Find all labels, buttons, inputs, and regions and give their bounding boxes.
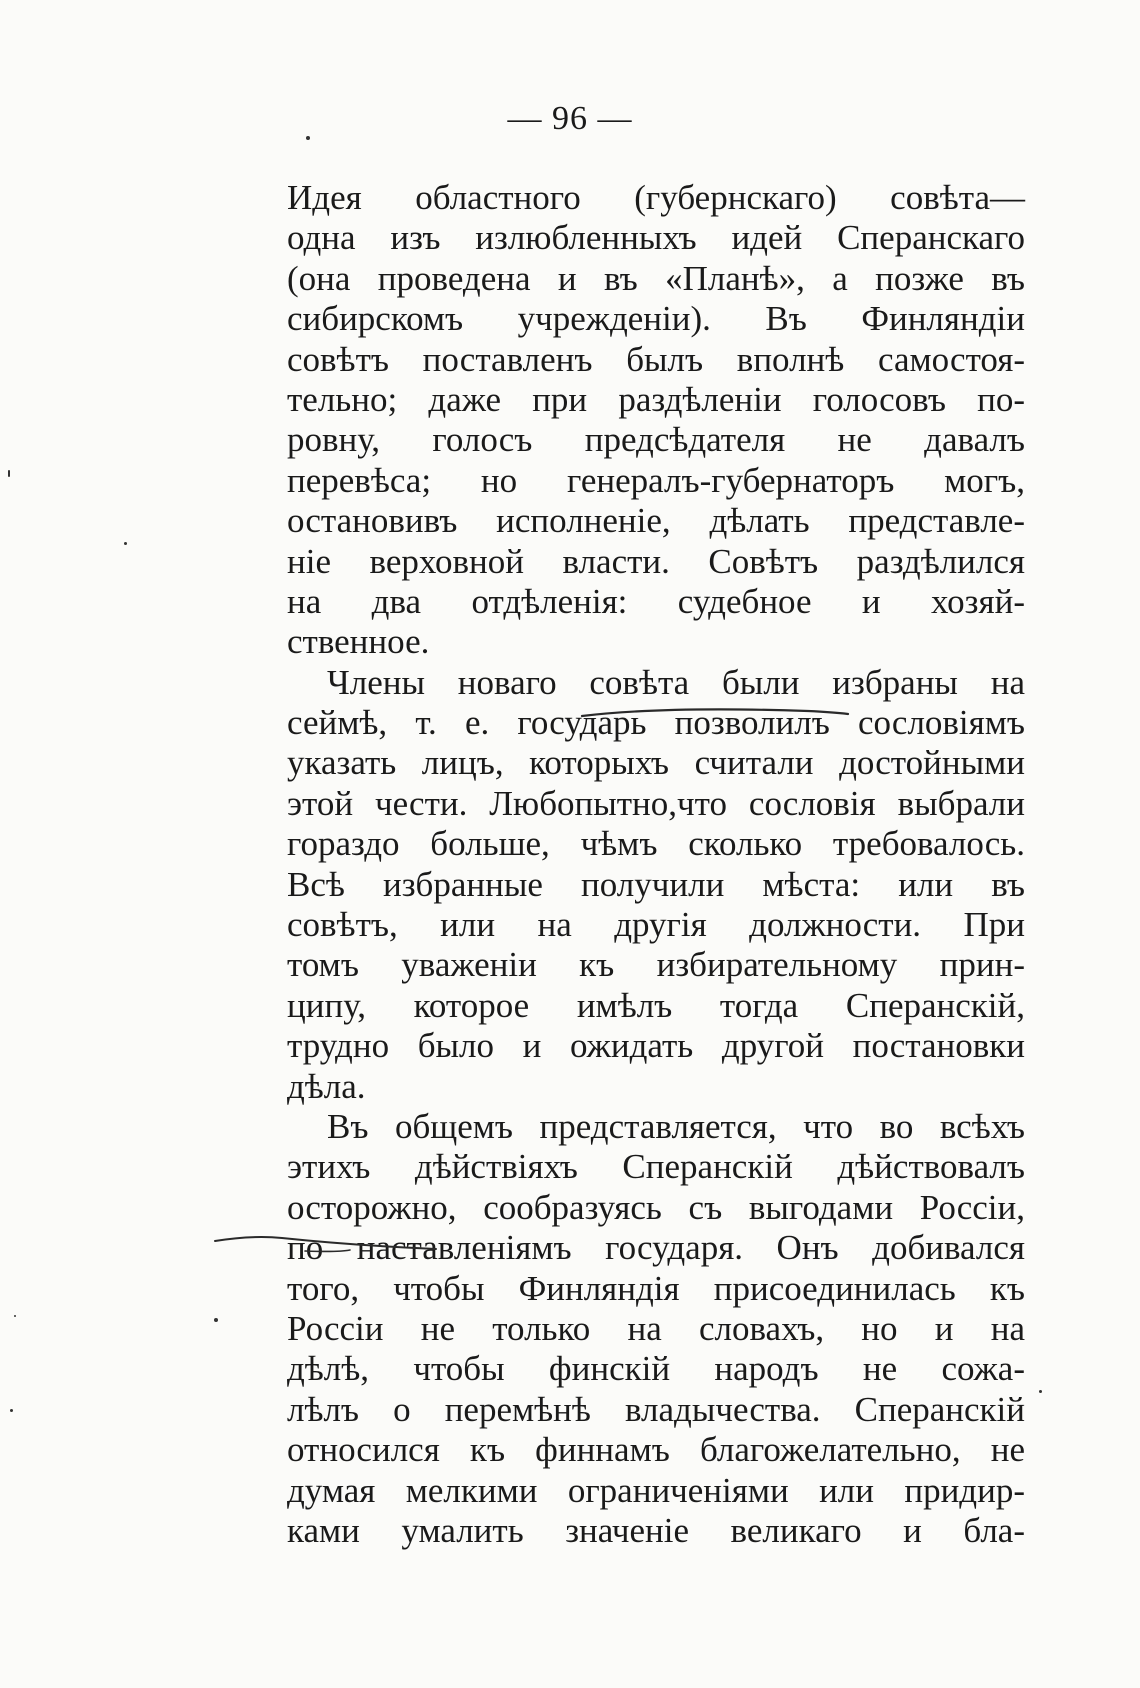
text-line: на два отдѣленiя: судебное и хозяй- [287, 581, 1025, 621]
paragraph-1 [287, 178, 1025, 663]
text-line: сеймѣ, т. е. государь позволилъ сословiямъ [287, 703, 1025, 743]
text-line: совѣтъ поставленъ былъ вполнѣ самостоя- [287, 339, 1025, 379]
text-line: этихъ дѣйствiяхъ Сперанскiй дѣйствовалъ [287, 1147, 1025, 1187]
page-speck [1039, 1390, 1042, 1393]
text-line: Идея областного (губернскаго) совѣта— [287, 178, 1025, 217]
text-line: трудно было и ожидать другой постановки [287, 1026, 1025, 1066]
text-line: остановивъ исполненiе, дѣлать представле- [287, 501, 1025, 541]
text-line: ровну, голосъ предсѣдателя не давалъ [287, 420, 1025, 460]
text-line: тельно; даже при раздѣленiи голосовъ по- [287, 379, 1025, 419]
text-line: гораздо больше, чѣмъ сколько требовалось. [287, 824, 1025, 864]
page-speck [10, 1409, 13, 1412]
text-line: относился къ финнамъ благожелательно, не [287, 1430, 1025, 1470]
text-line: перевѣса; но генералъ-губернаторъ могъ, [287, 460, 1025, 500]
text-line: Въ общемъ представляется, что во всѣхъ [327, 1106, 1025, 1146]
text-line: дѣла. [287, 1066, 366, 1106]
page-speck [214, 1318, 218, 1322]
page-speck [306, 136, 310, 140]
paragraph-2 [287, 663, 1025, 1107]
text-line: указать лицъ, которыхъ считали достойными [287, 743, 1025, 783]
text-body [287, 178, 1025, 1551]
text-line: лѣлъ о перемѣнѣ владычества. Сперанскiй [287, 1389, 1025, 1429]
text-line: Россiи не только на словахъ, но и на [287, 1308, 1025, 1348]
text-line: ципу, которое имѣлъ тогда Сперанскiй, [287, 985, 1025, 1025]
text-line: думая мелкими ограниченiями или придир- [287, 1470, 1025, 1510]
text-line: того, чтобы Финляндiя присоединилась къ [287, 1268, 1025, 1308]
text-line: по наставленiямъ государя. Онъ добивался [287, 1228, 1025, 1268]
text-line: нiе верховной власти. Совѣтъ раздѣлился [287, 541, 1025, 581]
text-line: Всѣ избранные получили мѣста: или въ [287, 864, 1025, 904]
text-line: совѣтъ, или на другiя должности. При [287, 905, 1025, 945]
text-line: одна изъ излюбленныхъ идей Сперанскаго [287, 218, 1025, 258]
page-speck [124, 542, 127, 545]
text-line: (она проведена и въ «Планѣ», а позже въ [287, 258, 1025, 298]
page-speck [8, 470, 10, 477]
page-speck [14, 1315, 16, 1317]
text-line: ками умалить значенiе великаго и бла- [287, 1510, 1025, 1550]
paragraph-3 [287, 1107, 1025, 1551]
text-line: осторожно, сообразуясь съ выгодами Россiи, [287, 1187, 1025, 1227]
page-number: — 96 — [507, 100, 633, 137]
text-line: томъ уваженiи къ избирательному прин- [287, 945, 1025, 985]
text-line: дѣлѣ, чтобы финскiй народъ не сожа- [287, 1349, 1025, 1389]
text-line: ственное. [287, 622, 430, 662]
text-line: этой чести. Любопытно,что сословiя выбрали [287, 783, 1025, 823]
text-line: Члены новаго совѣта были избраны на [327, 662, 1025, 702]
text-line: сибирскомъ учрежденiи). Въ Финляндiи [287, 299, 1025, 339]
